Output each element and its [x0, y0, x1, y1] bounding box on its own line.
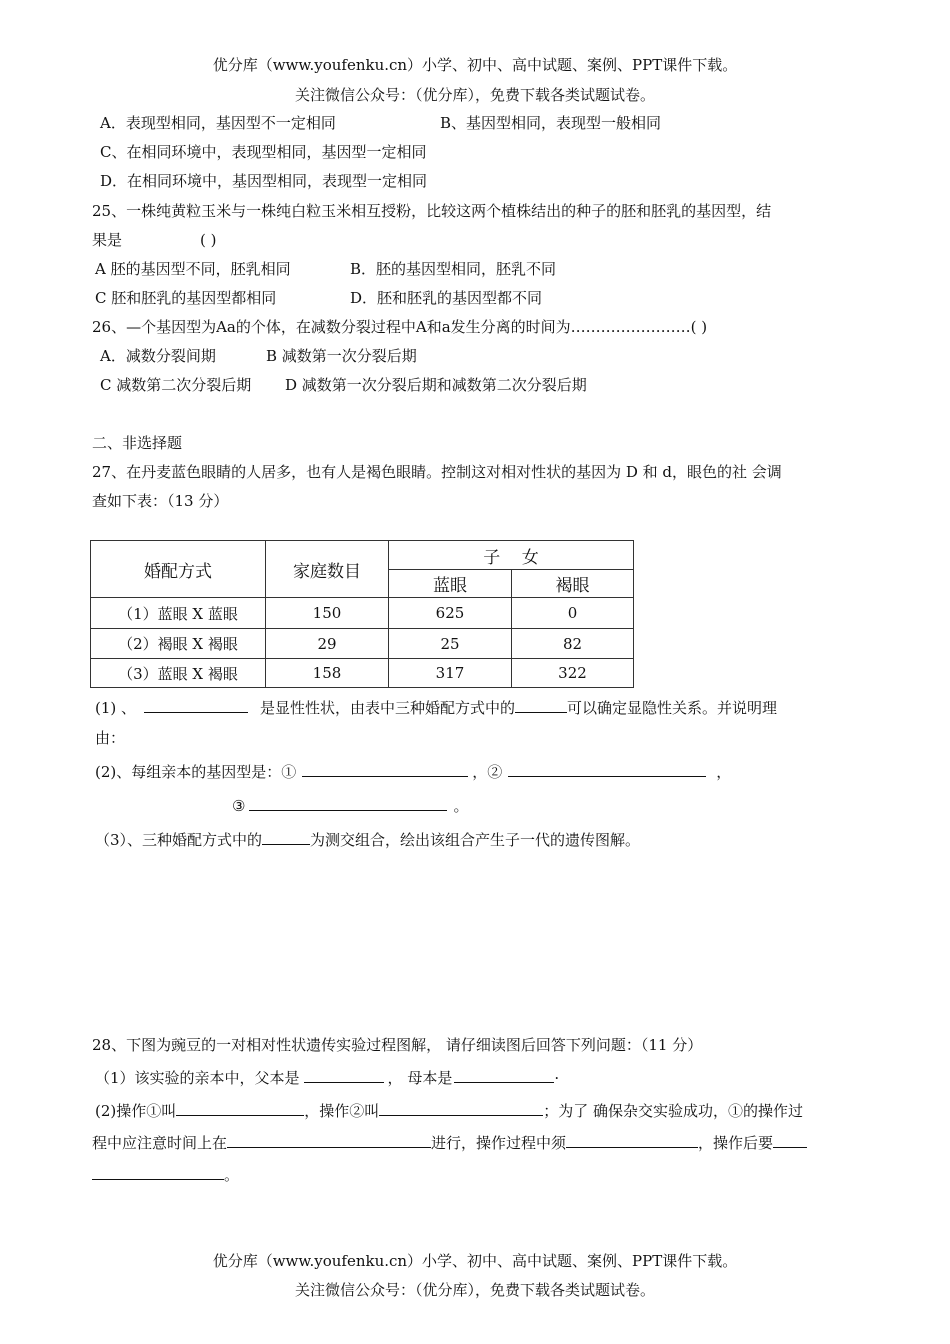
- q27-sub1-line-1: [95, 698, 777, 718]
- cell-mating: （2）褐眼 X 褐眼: [91, 629, 266, 659]
- answer-blank[interactable]: [566, 1133, 698, 1148]
- answer-blank[interactable]: [176, 1101, 304, 1116]
- q24-option-d: D．在相同环境中，基因型相同，表现型一定相同: [100, 172, 428, 190]
- q27-sub3-text: 为测交组合，绘出该组合产生子一代的遗传图解。: [310, 831, 641, 849]
- q27-sub2-label: (2)、每组亲本的基因型是：①: [95, 763, 297, 781]
- q27-sub2-line-1: [95, 762, 731, 782]
- q28-sub2-text: ，操作②叫: [304, 1102, 380, 1120]
- answer-blank[interactable]: [92, 1165, 224, 1180]
- header-line-2: 关注微信公众号：（优分库），免费下载各类试题试卷。: [294, 86, 655, 104]
- cell-blue: 317: [389, 659, 512, 688]
- q28-sub2-text-5: ，操作后要: [698, 1134, 774, 1152]
- col-header-children: 子 女: [389, 541, 634, 570]
- cell-blue: 25: [389, 629, 512, 659]
- col-header-blue: 蓝眼: [389, 570, 512, 598]
- footer-line-2: 关注微信公众号：（优分库），免费下载各类试题试卷。: [294, 1281, 655, 1299]
- cell-families: 150: [266, 598, 389, 629]
- q27-sub3-line: [95, 830, 640, 850]
- q28-sub2-line-1: [95, 1101, 803, 1121]
- table-row: [91, 598, 634, 629]
- answer-blank[interactable]: [508, 762, 706, 777]
- q26-option-b: B 减数第一次分裂后期: [266, 347, 417, 365]
- q24-option-a: A．表现型相同，基因型不一定相同: [100, 114, 336, 132]
- q27-sub2-end: 。: [453, 797, 469, 815]
- answer-blank[interactable]: [515, 698, 567, 713]
- q24-option-b: B、基因型相同，表现型一般相同: [440, 114, 662, 132]
- q28-sub2-text-3: 程中应注意时间上在: [92, 1134, 228, 1152]
- q28-sub2-text-2: ；为了 确保杂交实验成功，①的操作过: [543, 1102, 804, 1120]
- q25-answer-paren: ( ): [200, 231, 217, 249]
- q27-sub2-line-2: [232, 796, 468, 816]
- q27-sub3-label: （3）、三种婚配方式中的: [95, 831, 263, 849]
- cell-mating: （1）蓝眼 X 蓝眼: [91, 598, 266, 629]
- answer-blank[interactable]: [454, 1068, 554, 1083]
- q25-stem-line-1: 25、一株纯黄粒玉米与一株纯白粒玉米相互授粉，比较这两个植株结出的种子的胚和胚乳的基因型，结: [92, 202, 772, 220]
- answer-blank[interactable]: [302, 762, 468, 777]
- q27-sub2-circle-3: ③: [232, 797, 246, 815]
- q28-sub1-label: （1）该实验的亲本中，父本是: [95, 1069, 300, 1087]
- q27-stem-line-2: 查如下表：（13 分）: [92, 492, 229, 510]
- q28-sub1-end: ·: [554, 1069, 560, 1087]
- q27-sub1-line-2: 由：: [95, 729, 126, 747]
- cell-brown: 82: [512, 629, 634, 659]
- answer-blank[interactable]: [144, 698, 248, 713]
- q25-stem-line-2: [92, 230, 217, 250]
- answer-blank[interactable]: [304, 1068, 384, 1083]
- q25-option-c: C 胚和胚乳的基因型都相同: [95, 289, 277, 307]
- q25-option-d: D．胚和胚乳的基因型都不同: [350, 289, 543, 307]
- q26-option-c: C 减数第二次分裂后期: [100, 376, 252, 394]
- q28-sub1-text: ， 母本是: [387, 1069, 453, 1087]
- q27-sub2-sep-2: ，: [716, 763, 732, 781]
- q28-stem: 28、下图为豌豆的一对相对性状遗传实验过程图解， 请仔细读图后回答下列问题：（11 分）: [92, 1036, 703, 1054]
- footer-line-1: 优分库（www.youfenku.cn）小学、初中、高中试题、案例、PPT课件下载。: [212, 1252, 738, 1270]
- q27-sub1-label: (1) 、: [95, 699, 137, 717]
- cell-families: 29: [266, 629, 389, 659]
- q27-stem-line-1: 27、在丹麦蓝色眼睛的人居多，也有人是褐色眼睛。控制这对相对性状的基因为 D 和 d，眼色的社 会调: [92, 463, 782, 481]
- q28-sub2-end: 。: [224, 1166, 240, 1184]
- col-header-mating: 婚配方式: [91, 541, 266, 598]
- section-title: 二、非选择题: [92, 434, 183, 452]
- cell-brown: 322: [512, 659, 634, 688]
- table-row: [91, 629, 634, 659]
- q28-sub2-label: (2)操作①叫: [95, 1102, 177, 1120]
- col-header-families: 家庭数目: [266, 541, 389, 598]
- table-row: [91, 659, 634, 688]
- cell-brown: 0: [512, 598, 634, 629]
- cell-mating: （3）蓝眼 X 褐眼: [91, 659, 266, 688]
- q28-sub2-line-2: [92, 1133, 807, 1153]
- q25-option-a: A 胚的基因型不同，胚乳相同: [95, 260, 291, 278]
- q24-option-c: C、在相同环境中，表现型相同，基因型一定相同: [100, 143, 427, 161]
- q25-stem-text: 果是: [92, 231, 123, 249]
- header-line-1: 优分库（www.youfenku.cn）小学、初中、高中试题、案例、PPT课件下载。: [212, 56, 738, 74]
- cell-families: 158: [266, 659, 389, 688]
- q25-option-b: B．胚的基因型相同，胚乳不同: [350, 260, 557, 278]
- answer-blank[interactable]: [379, 1101, 543, 1116]
- q26-option-d: D 减数第一次分裂后期和减数第二次分裂后期: [285, 376, 587, 394]
- col-header-brown: 褐眼: [512, 570, 634, 598]
- answer-blank[interactable]: [262, 830, 310, 845]
- answer-blank[interactable]: [227, 1133, 431, 1148]
- cell-blue: 625: [389, 598, 512, 629]
- eye-color-survey-table: [90, 540, 634, 688]
- q27-sub1-text-2: 可以确定显隐性关系。并说明理: [567, 699, 778, 717]
- q28-sub2-text-4: 进行，操作过程中须: [431, 1134, 567, 1152]
- answer-blank[interactable]: [249, 796, 447, 811]
- q28-sub2-line-3: [92, 1165, 239, 1185]
- answer-blank[interactable]: [773, 1133, 807, 1148]
- q27-sub2-sep: ，②: [472, 763, 503, 781]
- q26-option-a: A．减数分裂间期: [100, 347, 216, 365]
- q28-sub1-line: [95, 1068, 559, 1088]
- q26-stem: 26、—个基因型为Aa的个体，在减数分裂过程中A和a发生分离的时间为……………………( ): [92, 318, 708, 336]
- q27-sub1-text: 是显性性状，由表中三种婚配方式中的: [260, 699, 516, 717]
